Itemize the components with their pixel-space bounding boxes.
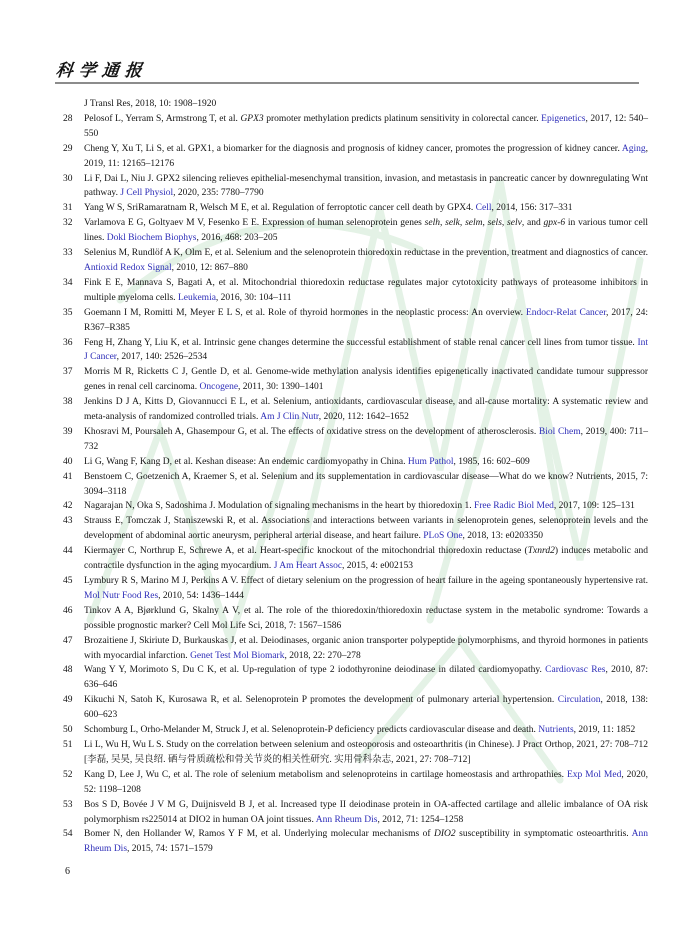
reference-text: Feng H, Zhang Y, Liu K, et al. Intrinsic gene changes determine the successful establishment of stable renal cancer cell lines from tumor tissue.	[84, 337, 638, 348]
reference-text: Strauss E, Tomczak J, Staniszewski R, et al. Associations and interactions between variants in selenoprotein genes, selenoprotein levels and the development of abdominal aortic aneurysm, peripheral arterial disease, and heart failure.	[84, 516, 648, 542]
reference-text: , 2020, 235: 7780–7790	[173, 188, 264, 199]
reference-text: , 2017, 140: 2526–2534	[116, 352, 208, 363]
reference-text: , 2011, 30: 1390–1401	[238, 382, 324, 393]
journal-link[interactable]: Am J Clin Nutr	[260, 412, 319, 423]
reference-text: Li F, Dai L, Niu J. GPX2 silencing relieves epithelial-mesenchymal transition, invasion, and metastasis in pancreatic cancer by downregulating Wnt pathway.	[84, 173, 648, 199]
journal-link[interactable]: Mol Nutr Food Res	[84, 590, 159, 601]
reference-item	[63, 172, 648, 202]
reference-item	[63, 336, 648, 366]
reference-number: 30	[63, 173, 73, 184]
reference-item	[63, 112, 648, 142]
reference-number: 37	[63, 367, 73, 378]
journal-link[interactable]: Leukemia	[177, 292, 216, 303]
reference-item	[63, 425, 648, 455]
reference-text: Khosravi M, Poursaleh A, Ghasempour G, et al. The effects of oxidative stress on the development of atherosclerosis.	[84, 426, 539, 437]
reference-text: , 2017, 109: 125–131	[553, 501, 635, 512]
reference-text: Kang D, Lee J, Wu C, et al. The role of selenium metabolism and selenoproteins in cartilage homeostasis and arthropathies.	[84, 769, 567, 780]
journal-link[interactable]: Epigenetics	[541, 113, 586, 124]
reference-text: Lymbury R S, Marino M J, Perkins A V. Effect of dietary selenium on the progression of heart failure in the ageing spontaneously hypertensive rat.	[84, 576, 648, 586]
journal-link[interactable]: J Am Heart Assoc	[273, 561, 343, 572]
reference-text: ) induces metabolic and contractile dysfunction in the aging myocardium.	[84, 546, 649, 572]
page-footer	[65, 866, 70, 877]
reference-text: Benstoem C, Goetzenich A, Kraemer S, et al. Selenium and its supplementation in cardiovascular disease—What do we know? Nutrients, 2015, 7: 3094–3118	[84, 471, 648, 497]
reference-item	[63, 604, 648, 634]
header-rule	[55, 82, 639, 84]
reference-number: 53	[63, 799, 73, 810]
reference-text: , 2016, 30: 104–111	[215, 292, 292, 303]
reference-text: Jenkins D J A, Kitts D, Giovannucci E L, et al. Selenium, antioxidants, cardiovascular disease, and all-cause mortality: A systematic review and meta-analysis of randomized controlled trials.	[84, 397, 648, 423]
reference-text: Wang Y Y, Morimoto S, Du C K, et al. Up-regulation of type 2 iodothyronine deiodinase in dilated cardiomyopathy.	[84, 665, 546, 676]
reference-item	[63, 574, 648, 604]
journal-link[interactable]: Int J Cancer	[84, 337, 648, 363]
reference-text: in various tumor cell lines.	[84, 218, 649, 244]
journal-link[interactable]: Circulation	[557, 695, 601, 706]
reference-text: , 2010, 87: 636–646	[84, 665, 649, 691]
reference-item	[63, 470, 648, 500]
reference-number: 41	[63, 471, 73, 482]
reference-number: 47	[63, 635, 73, 646]
italic-term: selm	[465, 218, 483, 229]
italic-term: selk	[445, 218, 460, 229]
reference-text: Bomer N, den Hollander W, Ramos Y F M, et al. Underlying molecular mechanisms of	[84, 829, 435, 840]
reference-text: , 2018, 138: 600–623	[84, 695, 649, 721]
journal-masthead-logo: 科学通报	[54, 61, 149, 81]
page-number: 6	[65, 866, 70, 877]
reference-text: , 2019, 400: 711–732	[84, 426, 648, 452]
journal-link[interactable]: Nutrients	[538, 725, 574, 736]
reference-item	[63, 827, 648, 857]
reference-text: , and	[521, 218, 544, 229]
reference-number: 50	[63, 725, 73, 736]
reference-text: , 2018, 13: e0203350	[462, 531, 544, 542]
reference-text: Goemann I M, Romitti M, Meyer E L S, et al. Role of thyroid hormones in the neoplastic process: An overview.	[84, 307, 526, 318]
journal-link[interactable]: Hum Pathol	[407, 456, 454, 467]
reference-text: Schomburg L, Orho-Melander M, Struck J, et al. Selenoprotein-P deficiency predicts cardiovascular disease and death.	[84, 725, 539, 736]
reference-item	[63, 201, 648, 216]
reference-number: 31	[63, 203, 73, 214]
italic-term: Txnrd2	[527, 546, 555, 557]
reference-item	[63, 276, 648, 306]
reference-text: , 2015, 4: e002153	[342, 561, 414, 572]
reference-item	[63, 246, 648, 276]
reference-text: , 2010, 54: 1436–1444	[158, 590, 244, 601]
reference-text: Cheng Y, Xu T, Li S, et al. GPX1, a biomarker for the diagnosis and prognosis of kidney cancer, promotes the progression of kidney cancer.	[84, 143, 622, 154]
journal-link[interactable]: Aging	[621, 143, 646, 154]
reference-text: Kiermayer C, Northrup E, Schrewe A, et al. Heart-specific knockout of the mitochondrial thioredoxin reductase (	[84, 546, 528, 557]
reference-number: 49	[63, 695, 73, 706]
journal-link[interactable]: Biol Chem	[538, 426, 581, 437]
reference-item	[63, 499, 648, 514]
reference-item	[63, 634, 648, 664]
reference-number: 36	[63, 337, 73, 348]
italic-term: gpx-6	[543, 218, 566, 229]
reference-item	[63, 306, 648, 336]
reference-text: Varlamova E G, Goltyaev M V, Fesenko E E. Expression of human selenoprotein genes	[84, 218, 425, 229]
reference-item	[63, 798, 648, 828]
reference-text: Kikuchi N, Satoh K, Kurosawa R, et al. Selenoprotein P promotes the development of pulmonary arterial hypertension.	[84, 695, 558, 706]
reference-number: 40	[63, 456, 73, 467]
reference-text: Morris M R, Ricketts C J, Gentle D, et al. Genome-wide methylation analysis identifies epigenetically inactivated candidate tumour suppressor genes in renal cell carcinoma.	[84, 367, 648, 393]
reference-text: Fink E E, Mannava S, Bagati A, et al. Mitochondrial thioredoxin reductase regulates major cytotoxicity pathways of proteasome inhibitors in multiple myeloma cells.	[84, 277, 648, 303]
reference-item	[63, 723, 648, 738]
reference-list	[63, 97, 648, 857]
reference-item	[63, 365, 648, 395]
reference-text: , 2018, 22: 270–278	[284, 650, 361, 661]
reference-item	[63, 514, 648, 544]
reference-item	[63, 455, 648, 470]
reference-number: 44	[63, 546, 73, 557]
reference-number: 32	[63, 218, 73, 229]
journal-link[interactable]: Cell	[475, 203, 492, 214]
reference-number: 48	[63, 665, 73, 676]
reference-text: , 2014, 156: 317–331	[491, 203, 573, 214]
reference-item	[63, 216, 648, 246]
reference-number: 34	[63, 277, 73, 288]
reference-text: ,	[482, 218, 488, 229]
reference-number: 52	[63, 769, 73, 780]
reference-text: , 2019, 11: 12165–12176	[84, 143, 648, 169]
reference-text: , 2012, 71: 1254–1258	[377, 814, 464, 825]
reference-text: ,	[439, 218, 446, 229]
reference-text: Li G, Wang F, Kang D, et al. Keshan disease: An endemic cardiomyopathy in China.	[84, 456, 408, 467]
reference-text: , 2015, 74: 1571–1579	[127, 844, 213, 855]
reference-text: , 2020, 112: 1642–1652	[318, 412, 409, 423]
reference-text: susceptibility in symptomatic osteoarthritis.	[455, 829, 632, 840]
reference-number: 46	[63, 605, 73, 616]
reference-text: , 2017, 12: 540–550	[84, 113, 648, 139]
journal-link[interactable]: Oncogene	[199, 382, 239, 393]
reference-text: Pelosof L, Yerram S, Armstrong T, et al.	[84, 113, 241, 124]
reference-number: 38	[63, 397, 73, 408]
reference-continuation-line: J Transl Res, 2018, 10: 1908–1920	[84, 99, 217, 109]
reference-number: 45	[63, 576, 73, 586]
reference-text: ,	[501, 218, 508, 229]
reference-number: 43	[63, 516, 73, 527]
reference-list-items	[63, 112, 648, 857]
journal-link[interactable]: J Cell Physiol	[120, 188, 174, 199]
journal-link[interactable]: Free Radic Biol Med	[473, 501, 554, 512]
journal-link[interactable]: Endocr-Relat Cancer	[526, 307, 607, 318]
reference-text: , 2016, 468: 203–205	[196, 233, 278, 244]
reference-number: 42	[63, 501, 73, 512]
journal-link[interactable]: Exp Mol Med	[566, 769, 622, 780]
reference-number: 51	[63, 739, 73, 750]
journal-link[interactable]: Genet Test Mol Biomark	[190, 650, 285, 661]
reference-text: Brozaitiene J, Skiriute D, Burkauskas J, et al. Deiodinases, organic anion transporter polypeptide polymorphisms, and thyroid hormones in patients with myocardial infarction.	[84, 635, 648, 661]
reference-text: , 2019, 11: 1852	[573, 725, 636, 736]
reference-number: 39	[63, 426, 73, 437]
reference-text: , 2020, 52: 1198–1208	[84, 769, 649, 795]
journal-link[interactable]: Antioxid Redox Signal	[84, 262, 172, 273]
reference-item	[63, 768, 648, 798]
reference-item	[63, 738, 648, 768]
italic-term: selh	[424, 218, 440, 229]
italic-term: sels	[487, 218, 502, 229]
reference-text: promoter methylation predicts platinum sensitivity in colorectal cancer.	[263, 113, 542, 124]
reference-text: Yang W S, SriRamaratnam R, Welsch M E, et al. Regulation of ferroptotic cancer cell death by GPX4.	[84, 203, 476, 214]
reference-number: 35	[63, 307, 73, 318]
reference-text: ,	[459, 218, 466, 229]
reference-item	[63, 544, 648, 574]
journal-link[interactable]: Dokl Biochem Biophys	[106, 233, 197, 244]
reference-number: 33	[63, 248, 73, 259]
reference-text: Li L, Wu H, Wu L S. Study on the correlation between selenium and osteoporosis and osteoarthritis (in Chinese). J Pract Orthop, 2021, 27: 708–712 [李磊, 吴昊, 吴良绍. 硒与骨质疏松和骨关节炎的相关性研究. 实用骨科杂志, 2021, 27: 708–712]	[84, 739, 648, 765]
journal-link[interactable]: Cardiovasc Res	[545, 665, 606, 676]
reference-item	[63, 142, 648, 172]
reference-number: 54	[63, 829, 73, 840]
italic-term: GPX3	[240, 113, 264, 124]
reference-item	[63, 663, 648, 693]
reference-item	[63, 693, 648, 723]
journal-link[interactable]: Ann Rheum Dis	[315, 814, 378, 825]
journal-link[interactable]: Ann Rheum Dis	[84, 829, 648, 855]
reference-text: , 2010, 12: 867–880	[171, 262, 248, 273]
reference-text: Nagarajan N, Oka S, Sadoshima J. Modulation of signaling mechanisms in the heart by thioredoxin 1.	[84, 501, 474, 512]
reference-text: Selenius M, Rundlöf A K, Olm E, et al. Selenium and the selenoprotein thioredoxin reductase in the prevention, treatment and diagnostics of cancer.	[84, 248, 648, 259]
italic-term: DIO2	[434, 829, 456, 840]
journal-link[interactable]: PLoS One	[423, 531, 463, 542]
reference-number: 28	[63, 113, 73, 124]
reference-text: Tinkov A A, Bjørklund G, Skalny A V, et al. The role of the thioredoxin/thioredoxin reductase system in the metabolic syndrome: Towards a possible prognostic marker? Cell Mol Life Sci, 2018, 7: 1567–1586	[84, 605, 648, 631]
reference-number: 29	[63, 143, 73, 154]
reference-item	[63, 395, 648, 425]
italic-term: selv	[507, 218, 522, 229]
reference-text: , 1985, 16: 602–609	[453, 456, 530, 467]
reference-text: Bos S D, Bovée J V M G, Duijnisveld B J, et al. Increased type II deiodinase protein in OA-affected cartilage and allelic imbalance of OA risk polymorphism rs225014 at DIO2 in human OA joint tissues.	[84, 799, 648, 825]
reference-text: , 2017, 24: R367–R385	[84, 307, 648, 333]
